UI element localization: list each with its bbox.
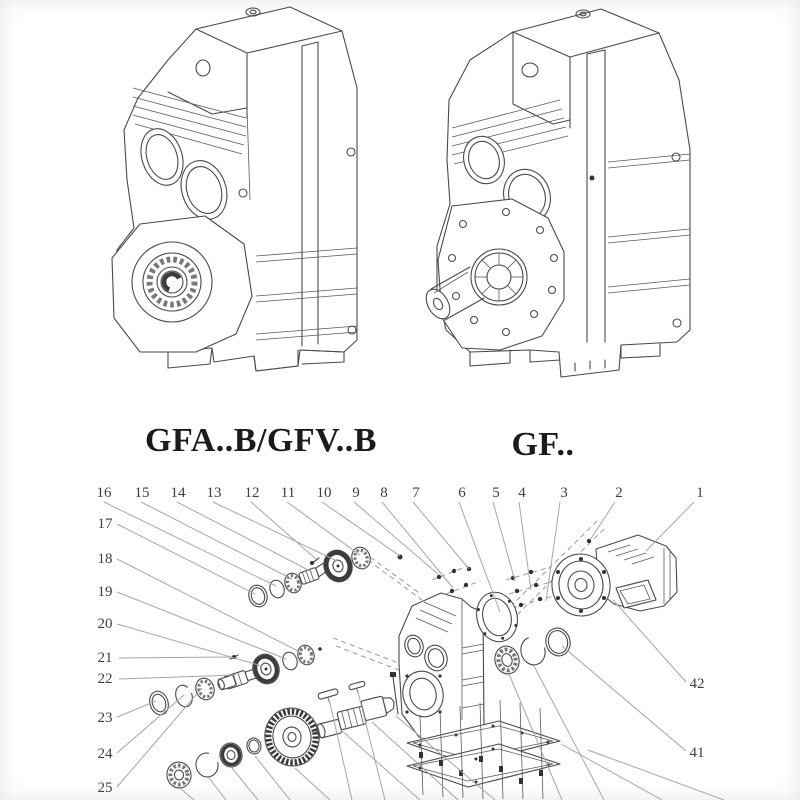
- callout-label-18: 18: [97, 551, 113, 567]
- callout-label-17: 17: [97, 516, 113, 532]
- retaining-ring-part: [543, 625, 573, 658]
- callout-label-7: 7: [412, 485, 420, 501]
- output-flange-bearing: [112, 216, 252, 352]
- callout-label-24: 24: [97, 746, 113, 762]
- callout-label-10: 10: [316, 485, 332, 501]
- shaft-keys: [318, 681, 367, 705]
- callout-label-13: 13: [206, 485, 222, 501]
- callout-label-16: 16: [96, 485, 112, 501]
- callout-label-23: 23: [97, 710, 113, 726]
- intermediate-shaft-cluster: [224, 643, 322, 689]
- callout-label-4: 4: [518, 485, 526, 501]
- seal-bearing-cluster: [147, 675, 236, 717]
- callout-label-19: 19: [97, 584, 113, 600]
- callout-label-1: 1: [696, 485, 704, 501]
- output-shaft-part: [312, 694, 398, 739]
- callout-label-22: 22: [97, 671, 113, 687]
- callout-label-8: 8: [380, 485, 388, 501]
- input-shaft-cluster: [246, 545, 373, 609]
- callout-label-9: 9: [352, 485, 360, 501]
- callout-label-20: 20: [97, 616, 113, 632]
- bearing-part: [492, 643, 522, 676]
- exploded-view: [97, 485, 725, 800]
- gearbox-drawing-foot-mounted: [112, 7, 357, 371]
- snap-ring-part: [518, 634, 548, 667]
- callout-label-21: 21: [97, 650, 113, 666]
- callout-label-42: 42: [689, 676, 705, 692]
- callout-label-14: 14: [170, 485, 186, 501]
- gearbox-drawing-shaft-mounted: [421, 9, 690, 377]
- callout-label-12: 12: [244, 485, 260, 501]
- gear-housing-part: [398, 593, 484, 746]
- callout-label-6: 6: [458, 485, 466, 501]
- model-label-left: GFA..B/GFV..B: [145, 422, 377, 459]
- motor-part: [548, 535, 677, 620]
- callout-label-2: 2: [615, 485, 623, 501]
- callout-label-25: 25: [97, 780, 113, 796]
- callout-label-11: 11: [280, 485, 296, 501]
- callout-label-41: 41: [689, 745, 705, 761]
- oil-level-plug: [590, 176, 595, 181]
- callout-label-15: 15: [134, 485, 150, 501]
- model-label-right: GF..: [511, 426, 575, 463]
- input-gear-part: [320, 546, 357, 585]
- output-gear-part: [260, 703, 325, 771]
- callout-label-3: 3: [560, 485, 568, 501]
- output-bearing-cluster: [165, 737, 263, 790]
- callout-label-5: 5: [492, 485, 500, 501]
- oil-plug: [246, 8, 260, 16]
